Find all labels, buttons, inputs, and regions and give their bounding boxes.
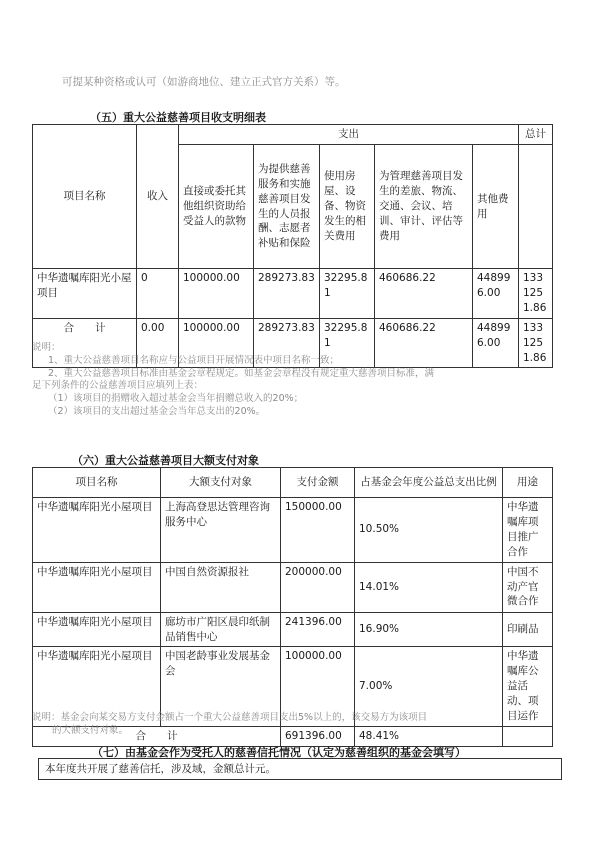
table-row xyxy=(33,498,553,563)
header-col1: 直接或委托其他组织资助给受益人的款物 xyxy=(179,145,254,269)
cell-name: 中华遗嘱库阳光小屋项目 xyxy=(33,498,161,563)
cell-use: 中国不动产官微合作 xyxy=(503,562,553,612)
header-income: 收入 xyxy=(137,125,179,269)
section6-title: （六）重大公益慈善项目大额支付对象 xyxy=(72,454,259,467)
note-line: （2）该项目的支出超过基金会当年总支出的20%。 xyxy=(48,406,266,418)
header-col3: 使用房屋、设备、物资发生的相关费用 xyxy=(320,145,375,269)
note-line: 足下列条件的公益慈善项目应填列上表： xyxy=(32,380,204,392)
cell-total: 1331251.86 xyxy=(519,269,553,319)
cell-payee: 中国老龄事业发展基金会 xyxy=(161,647,281,727)
header-col2: 为提供慈善服务和实施慈善项目发生的人员报酬、志愿者补贴和保险 xyxy=(254,145,320,269)
section7-content: 本年度共开展了慈善信托，涉及域，金额总计元。 xyxy=(38,758,562,780)
header-expense: 支出 xyxy=(179,125,519,145)
cell-c4: 460686.22 xyxy=(375,269,473,319)
header-amount: 支付金额 xyxy=(281,468,355,498)
note-line: （1）该项目的捐赠收入超过基金会当年捐赠总收入的20%； xyxy=(48,393,304,405)
header-col4: 为管理慈善项目发生的差旅、物流、交通、会议、培训、审计、评估等费用 xyxy=(375,145,473,269)
cell-ratio: 10.50% xyxy=(355,498,503,563)
cell-amount: 100000.00 xyxy=(281,647,355,727)
cell-ratio: 7.00% xyxy=(355,647,503,727)
sum-label: 合 计 xyxy=(33,318,137,368)
cell-payee: 廊坊市广阳区晨印纸制品销售中心 xyxy=(161,612,281,647)
section5-title: （五）重大公益慈善项目收支明细表 xyxy=(90,111,266,124)
header-col5: 其他费用 xyxy=(473,145,519,269)
note-line: 说明： xyxy=(32,342,61,353)
top-line: 可提某种资格或认可（如游商地位、建立正式官方关系）等。 xyxy=(62,76,346,88)
cell-use: 中华遗嘱库公益活动、项目运作 xyxy=(503,647,553,727)
table-row xyxy=(33,612,553,647)
sum-c4: 460686.22 xyxy=(375,318,473,368)
cell-c3: 32295.81 xyxy=(320,269,375,319)
note-line: 的大额支付对象。 xyxy=(52,724,129,736)
note-line: 1、重大公益慈善项目名称应与公益项目开展情况表中项目名称一致； xyxy=(48,354,340,366)
sum-c3: 32295.81 xyxy=(320,318,375,368)
note-line: 说明：基金会向某交易方支付金额占一个重大公益慈善项目支出5%以上的，该交易方为该项目 xyxy=(32,712,428,723)
cell-c1: 100000.00 xyxy=(179,269,254,319)
sum-label: 合 计 xyxy=(33,726,281,746)
cell-use: 中华遗嘱库项目推广合作 xyxy=(503,498,553,563)
header-total-blank xyxy=(519,145,553,269)
section6-table xyxy=(32,467,553,747)
sum-amount: 691396.00 xyxy=(281,726,355,746)
table-row xyxy=(33,562,553,612)
header-project-name: 项目名称 xyxy=(33,125,137,269)
sum-c2: 289273.83 xyxy=(254,318,320,368)
header-payee: 大额支付对象 xyxy=(161,468,281,498)
cell-name: 中华遗嘱库阳光小屋项目 xyxy=(33,562,161,612)
cell-ratio: 16.90% xyxy=(355,612,503,647)
cell-use: 印刷品 xyxy=(503,612,553,647)
sum-total: 1331251.86 xyxy=(519,318,553,368)
cell-c2: 289273.83 xyxy=(254,269,320,319)
table-row xyxy=(33,269,553,319)
sum-c5: 448996.00 xyxy=(473,318,519,368)
section5-notes xyxy=(32,342,552,419)
cell-income: 0 xyxy=(137,269,179,319)
cell-amount: 200000.00 xyxy=(281,562,355,612)
cell-amount: 241396.00 xyxy=(281,612,355,647)
header-ratio: 占基金会年度公益总支出比例 xyxy=(355,468,503,498)
cell-c5: 448996.00 xyxy=(473,269,519,319)
cell-amount: 150000.00 xyxy=(281,498,355,563)
header-project-name: 项目名称 xyxy=(33,468,161,498)
sum-c1: 100000.00 xyxy=(179,318,254,368)
section5-table xyxy=(32,124,553,368)
sum-ratio: 48.41% xyxy=(355,726,503,746)
cell-name: 中华遗嘱库阳光小屋项目 xyxy=(33,612,161,647)
header-use: 用途 xyxy=(503,468,553,498)
cell-name: 中华遗嘱库阳光小屋项目 xyxy=(33,647,161,727)
cell-ratio: 14.01% xyxy=(355,562,503,612)
section6-notes xyxy=(32,712,552,738)
sum-income: 0.00 xyxy=(137,318,179,368)
header-total: 总计 xyxy=(519,125,553,145)
cell-payee: 中国自然资源报社 xyxy=(161,562,281,612)
cell-payee: 上海高登思达管理咨询服务中心 xyxy=(161,498,281,563)
section7-title: （七）由基金会作为受托人的慈善信托情况（认定为慈善组织的基金会填写） xyxy=(92,746,466,759)
cell-name: 中华遗嘱库阳光小屋项目 xyxy=(33,269,137,319)
note-line: 2、重大公益慈善项目标准由基金会章程规定。如基金会章程没有规定重大慈善项目标准，满 xyxy=(48,367,435,379)
